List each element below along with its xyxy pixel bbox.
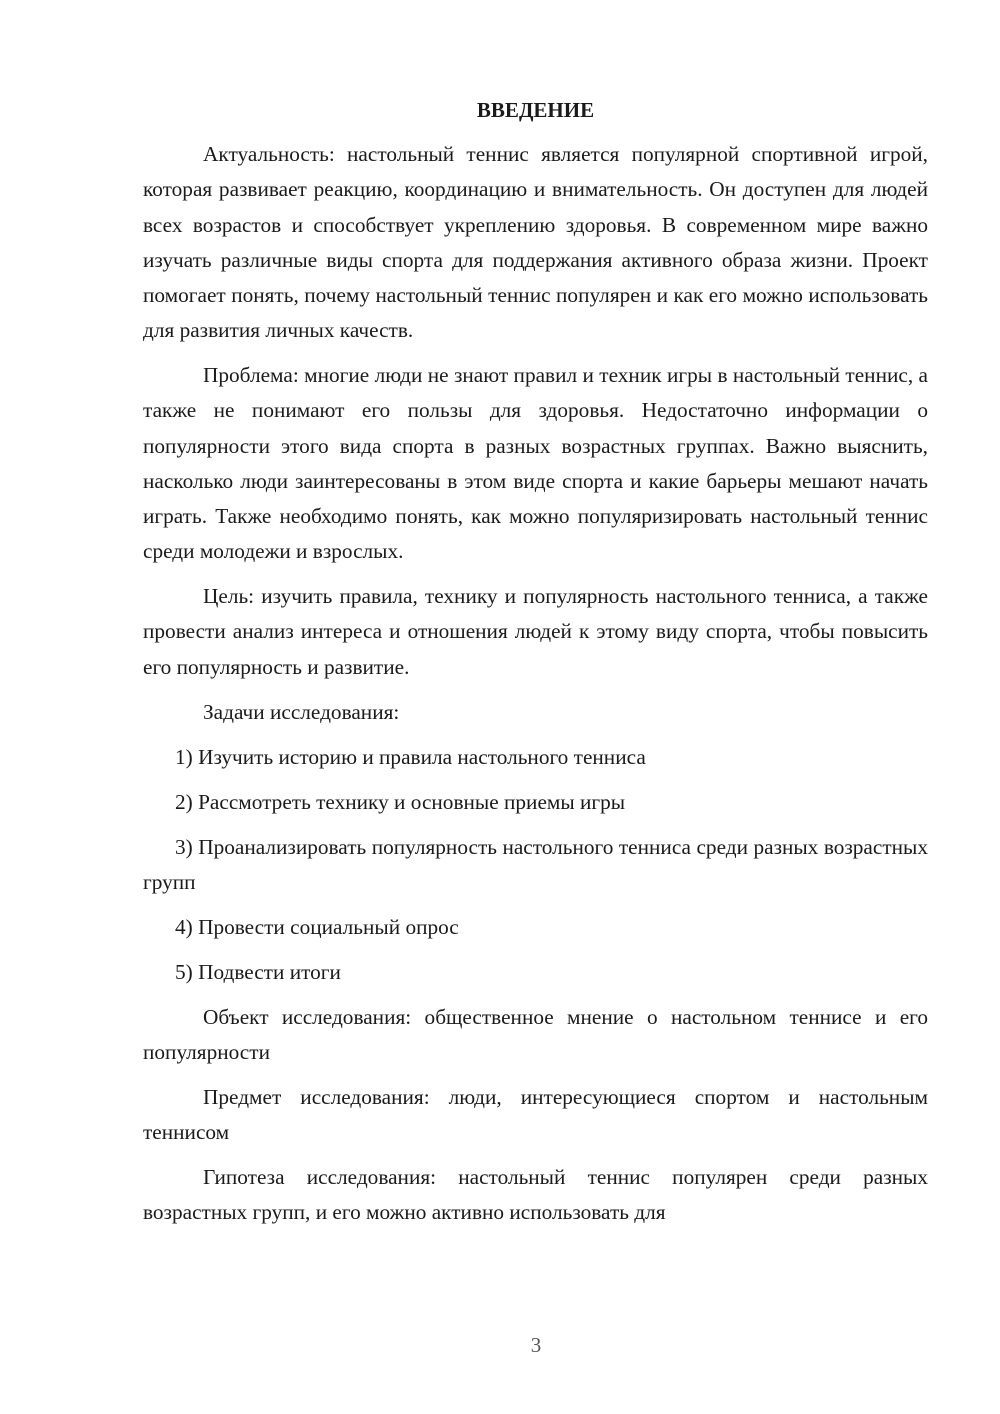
document-body	[143, 93, 928, 1240]
page-number: 3	[530, 1333, 542, 1357]
task-item-1: 1) Изучить историю и правила настольного тенниса	[175, 744, 646, 769]
paragraph-hypothesis: Гипотеза исследования: настольный теннис популярен среди разных возрастных групп, и его можно активно использовать для	[143, 1165, 928, 1225]
paragraph-problem: Проблема: многие люди не знают правил и техник игры в настольный теннис, а также не понимают его пользы для здоровья. Недостаточно информации о популярности этого вида спорта в разных возрастных группах. Важно выяснить, насколько люди заинтересованы в этом виде спорта и какие барьеры мешают начать играть. Также необходимо понять, как можно популяризировать настольный теннис среди молодежи и взрослых.	[143, 363, 928, 564]
paragraph-relevance: Актуальность: настольный теннис является популярной спортивной игрой, которая развивает реакцию, координацию и внимательность. Он доступен для людей всех возрастов и способствует укреплению здоровья. В современном мире важно изучать различные виды спорта для поддержания активного образа жизни. Проект помогает понять, почему настольный теннис популярен и как его можно использовать для развития личных качеств.	[143, 142, 928, 343]
page-title: ВВЕДЕНИЕ	[476, 98, 595, 122]
task-item-4: 4) Провести социальный опрос	[175, 914, 459, 939]
paragraph-tasks-heading: Задачи исследования:	[203, 699, 400, 724]
paragraph-object: Объект исследования: общественное мнение о настольном теннисе и его популярности	[143, 1004, 928, 1065]
task-item-3: 3) Проанализировать популярность настольного тенниса среди разных возрастных групп	[143, 834, 928, 894]
paragraph-goal: Цель: изучить правила, технику и популярность настольного тенниса, а также провести анализ интереса и отношения людей к этому виду спорта, чтобы повысить его популярность и развитие.	[143, 584, 928, 679]
task-item-5: 5) Подвести итоги	[175, 959, 341, 984]
paragraph-subject: Предмет исследования: люди, интересующиеся спортом и настольным теннисом	[143, 1085, 928, 1145]
task-item-2: 2) Рассмотреть технику и основные приемы игры	[175, 789, 626, 814]
